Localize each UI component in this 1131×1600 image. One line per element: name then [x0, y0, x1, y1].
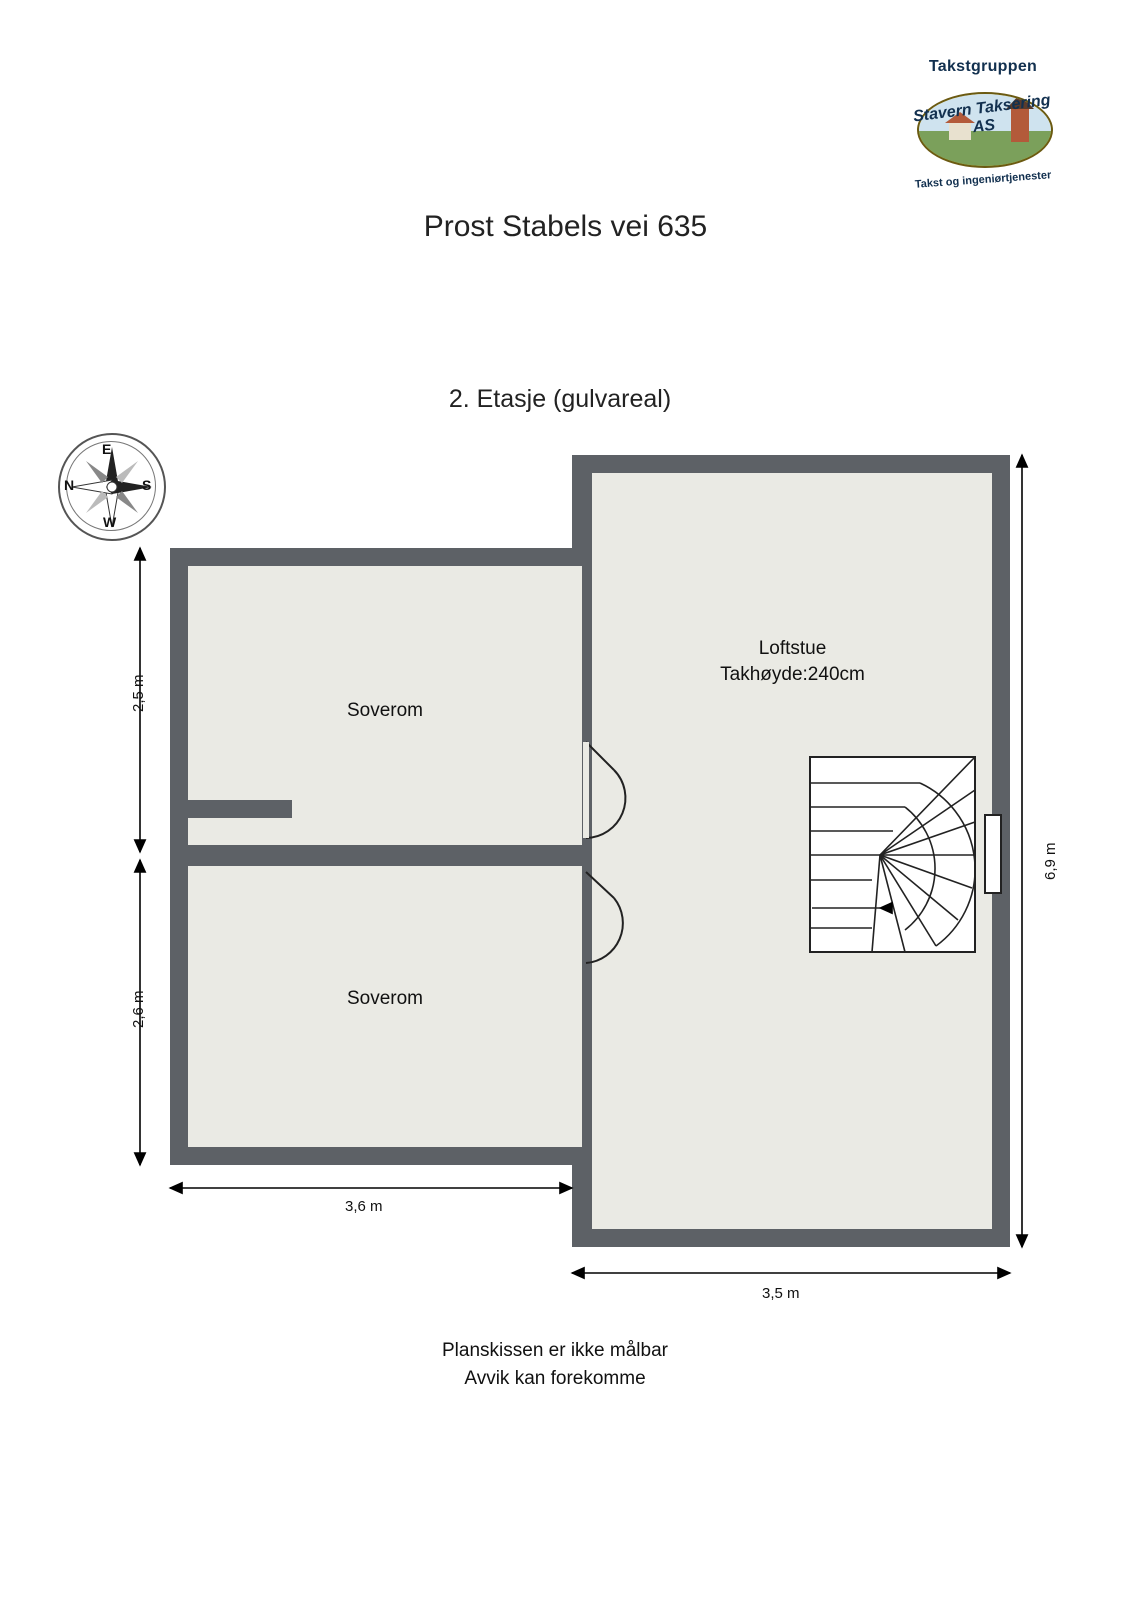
dimension-bottom-left: 3,6 m	[345, 1198, 383, 1215]
logo-top-text: Takstgruppen	[928, 58, 1038, 75]
dimension-left-upper: 2,5 m	[130, 674, 147, 712]
room-label-loftstue	[660, 636, 925, 687]
floor-title: 2. Etasje (gulvareal)	[448, 385, 672, 413]
page-title: Prost Stabels vei 635	[423, 210, 708, 243]
wall-between-bedrooms	[188, 845, 582, 866]
disclaimer-line-1: Planskissen er ikke målbar	[442, 1340, 668, 1361]
compass-label-north: N	[64, 477, 75, 493]
logo-bottom-text: Takst og ingeniørtjenester	[914, 169, 1052, 191]
dimension-left-lower: 2,6 m	[130, 990, 147, 1028]
room-label-loftstue-detail: Takhøyde:240cm	[720, 663, 865, 685]
dimension-right: 6,9 m	[1042, 842, 1059, 880]
staircase	[810, 757, 1001, 952]
room-label-soverom-lower: Soverom	[346, 988, 424, 1009]
logo-middle-text: Stavern Taksering AS	[912, 91, 1052, 137]
compass-label-west: W	[103, 514, 117, 530]
room-label-loftstue-name: Loftstue	[758, 638, 827, 659]
dimension-bottom-right: 3,5 m	[762, 1285, 800, 1302]
compass-label-east: E	[102, 441, 112, 457]
room-label-soverom-upper: Soverom	[346, 700, 424, 721]
disclaimer	[0, 1337, 1110, 1392]
disclaimer-line-2: Avvik kan forekomme	[464, 1367, 646, 1389]
compass-label-south: S	[142, 477, 152, 493]
